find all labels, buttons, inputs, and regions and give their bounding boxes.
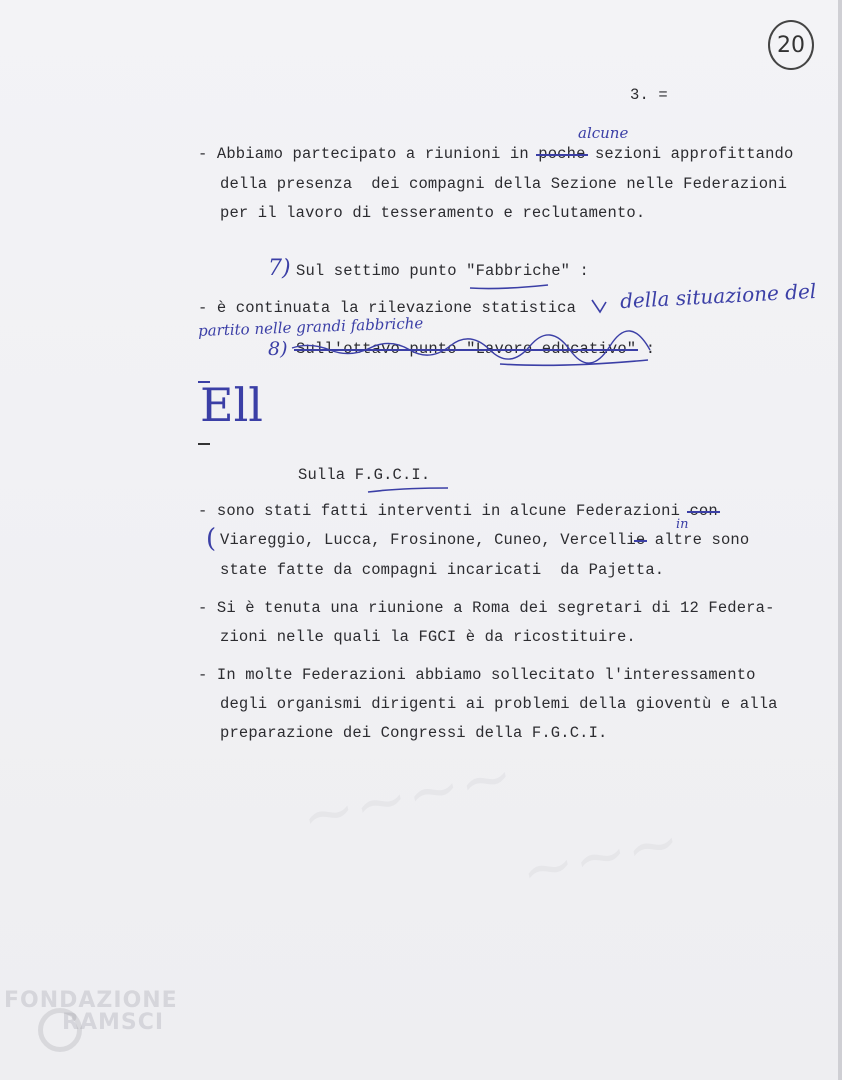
paragraph-3-line-3: state fatte da compagni incaricati da Pajetta.	[220, 561, 665, 579]
page-mark-number: 20	[777, 32, 805, 58]
underline-fabbriche	[470, 285, 548, 289]
struck-word-con: con	[689, 502, 718, 520]
paragraph-3-text: - sono stati fatti interventi in alcune Federazioni	[198, 502, 690, 520]
paragraph-5-line-3: preparazione dei Congressi della F.G.C.I.	[220, 724, 608, 742]
paragraph-4-line-1: - Si è tenuta una riunione a Roma dei segretari di 12 Federa-	[198, 599, 775, 617]
foundation-watermark	[4, 988, 214, 1068]
bleed-through-decoration: ~~~~	[294, 738, 520, 856]
section-7-heading: Sul settimo punto "Fabbriche" :	[296, 262, 589, 280]
underline-fgci	[368, 488, 448, 492]
handwritten-number-7: 7)	[268, 256, 291, 281]
handwritten-paren: (	[206, 524, 217, 554]
handwritten-addition-2: partito nelle grandi fabbriche	[197, 314, 424, 340]
handwritten-number-8: 8)	[268, 338, 288, 360]
fgci-heading: Sulla F.G.C.I.	[298, 466, 431, 484]
paragraph-1-text: Abbiamo partecipato a riunioni in	[216, 145, 539, 163]
wavy-strike-section-8	[292, 331, 650, 363]
bullet-dash: -	[198, 145, 217, 163]
watermark-line-2: RAMSCI	[62, 1010, 165, 1035]
watermark-line-1: FONDAZIONE	[4, 988, 178, 1013]
paragraph-1-text-end: sezioni approfittando	[585, 145, 794, 163]
section-8-colon: :	[645, 340, 656, 358]
paragraph-2-line-1: - è continuata la rilevazione statistica	[198, 299, 577, 317]
struck-word-poche: poche	[538, 145, 586, 163]
paragraph-1-line-3: per il lavoro di tesseramento e reclutamento.	[220, 204, 646, 222]
struck-word-e: e	[635, 531, 646, 549]
paragraph-4-line-2: zioni nelle quali la FGCI è da ricostituire.	[220, 628, 636, 646]
handwritten-addition-1: della situazione del	[619, 278, 817, 314]
insert-in: in	[676, 517, 689, 532]
paragraph-5-line-2: degli organismi dirigenti ai problemi della gioventù e alla	[220, 695, 778, 713]
margin-mark: Ell	[200, 378, 264, 432]
paragraph-5-line-1: - In molte Federazioni abbiamo sollecitato l'interessamento	[198, 666, 756, 684]
struck-section-8: Sull'ottavo punto "Lavoro educativo"	[296, 340, 637, 358]
paragraph-1-line-2: della presenza dei compagni della Sezione nelle Federazioni	[220, 175, 788, 193]
insert-alcune: alcune	[578, 124, 629, 142]
bleed-through-decoration: ~~~	[514, 804, 687, 910]
paragraph-3-line-2-end: altre sono	[645, 531, 750, 549]
underline-educativo	[500, 360, 648, 365]
page-number: 3. =	[630, 86, 668, 104]
caret-statistica	[592, 300, 606, 312]
city-list: Viareggio, Lucca, Frosinone, Cuneo, Vercelli	[220, 531, 636, 549]
